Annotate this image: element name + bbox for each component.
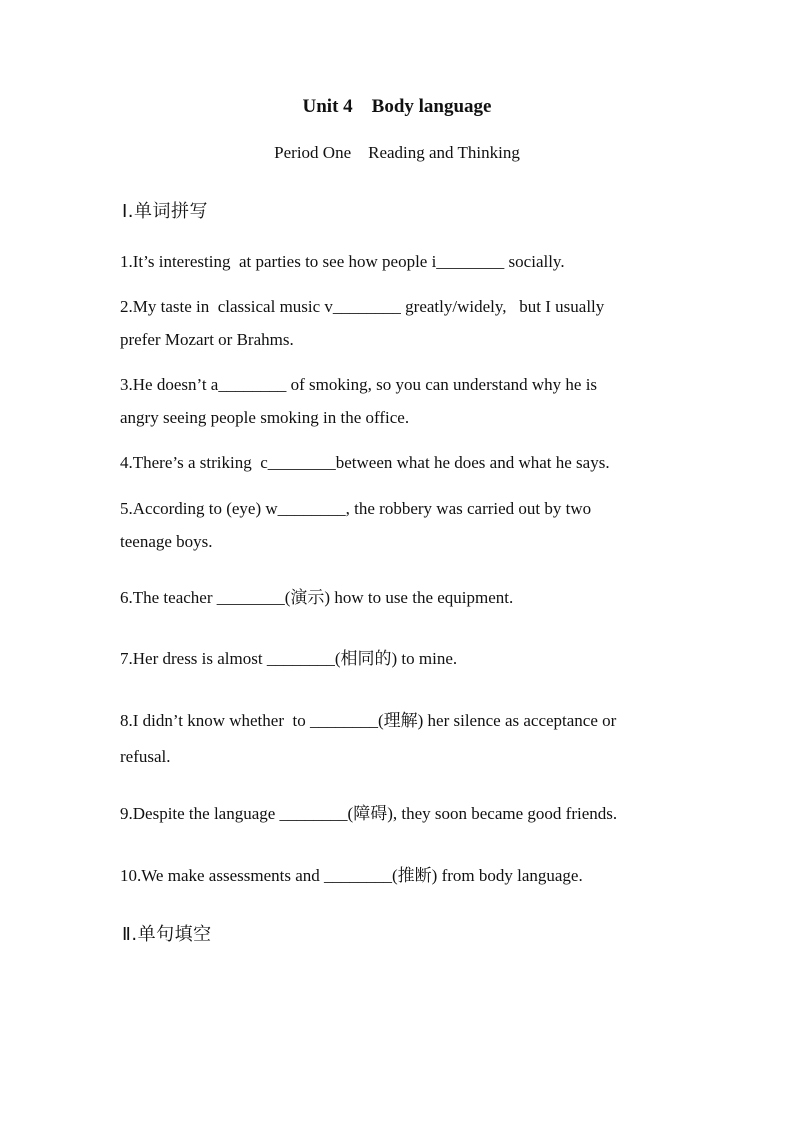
question-text: 4.There’s a striking c________between what he does and what he says.: [120, 453, 610, 472]
question-text-continued: prefer Mozart or Brahms.: [120, 330, 294, 349]
question-text-continued: refusal.: [120, 747, 171, 766]
section-heading-spelling: Ⅰ.单词拼写: [122, 201, 209, 222]
question-text: 1.It’s interesting at parties to see how people i________ socially.: [120, 252, 565, 271]
page-subtitle: Period One Reading and Thinking: [274, 143, 520, 162]
question-text: 10.We make assessments and ________(推断) from body language.: [120, 866, 583, 885]
question-text: 3.He doesn’t a________ of smoking, so you can understand why he is: [120, 375, 598, 394]
question-text: 6.The teacher ________(演示) how to use the equipment.: [120, 588, 514, 607]
section-heading-fill-in: Ⅱ.单句填空: [122, 924, 212, 945]
question-text: 2.My taste in classical music v________ greatly/widely, but I usually: [120, 297, 605, 316]
question-text: 7.Her dress is almost ________(相同的) to mine.: [120, 649, 458, 668]
question-text-continued: teenage boys.: [120, 532, 213, 551]
question-text: 5.According to (eye) w________, the robbery was carried out by two: [120, 499, 592, 518]
question-text: 8.I didn’t know whether to ________(理解) her silence as acceptance or: [120, 711, 617, 730]
question-text-continued: angry seeing people smoking in the office.: [120, 408, 410, 427]
question-text: 9.Despite the language ________(障碍), they soon became good friends.: [120, 804, 618, 823]
page-title: Unit 4 Body language: [302, 96, 492, 117]
